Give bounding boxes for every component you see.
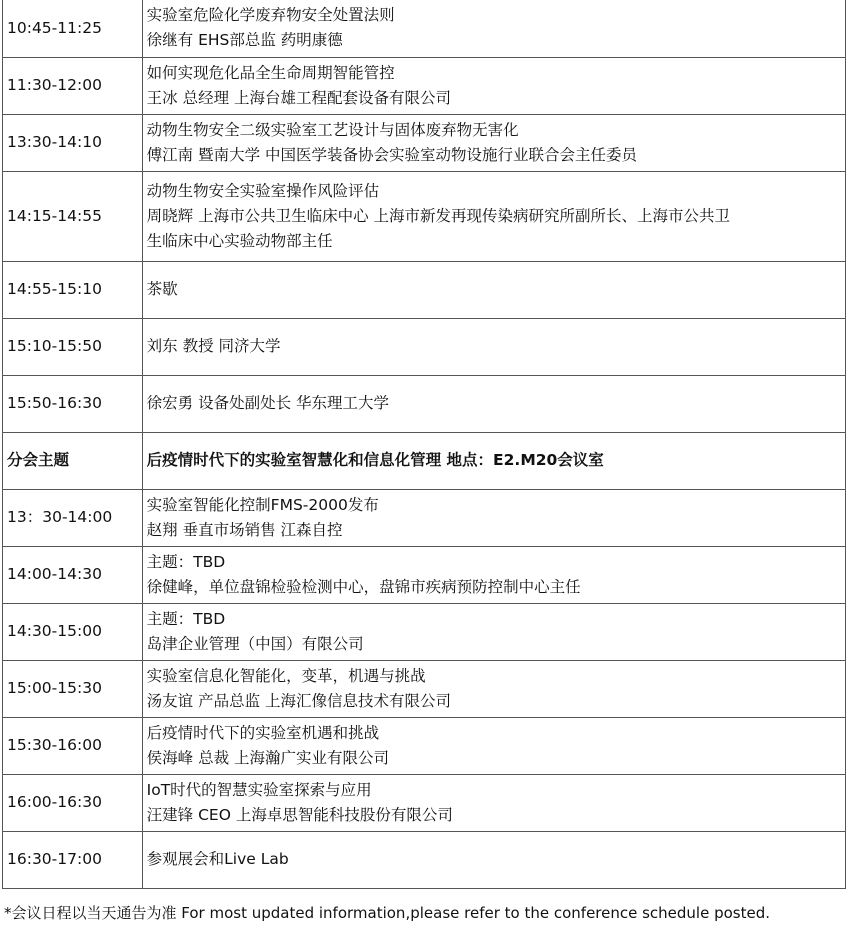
session-title: 参观展会和Live Lab [146,850,289,868]
schedule-row [3,603,846,660]
footnote: *会议日程以当天通告为准 For most updated information,please refer to the conference schedule posted. [4,904,771,922]
session-title: 实验室信息化智能化，变革，机遇与挑战 [146,666,426,685]
time-cell: 13:30-14:10 [3,114,143,171]
time-cell: 14:00-14:30 [3,546,143,603]
schedule-row [3,546,846,603]
time-cell: 14:15-14:55 [3,171,143,261]
speaker-line: 赵翔 垂直市场销售 江森自控 [146,520,343,539]
schedule-row [3,114,846,171]
content-cell [142,114,845,171]
content-cell [142,489,845,546]
time-cell: 分会主题 [3,432,143,489]
schedule-row [3,489,846,546]
content-cell [142,57,845,114]
time-cell: 16:30-17:00 [3,831,143,888]
speaker-line: 生临床中心实验动物部主任 [146,231,333,250]
session-title: 刘东 教授 同济大学 [146,337,281,355]
session-title: 实验室危险化学废弃物安全处置法则 [146,6,395,25]
session-header-row [3,432,846,489]
content-cell [142,774,845,831]
content-cell [142,318,845,375]
time-cell: 15:50-16:30 [3,375,143,432]
schedule-row [3,0,846,57]
time-cell: 15:30-16:00 [3,717,143,774]
speaker-line: 徐继有 EHS部总监 药明康德 [146,31,343,50]
time-cell: 10:45-11:25 [3,0,143,57]
content-cell [142,375,845,432]
content-cell [142,660,845,717]
schedule-row [3,318,846,375]
session-title: 如何实现危化品全生命周期智能管控 [146,63,395,82]
speaker-line: 汪建锋 CEO 上海卓思智能科技股份有限公司 [146,805,453,824]
schedule-row [3,774,846,831]
content-cell [142,546,845,603]
time-cell: 11:30-12:00 [3,57,143,114]
speaker-line: 汤友谊 产品总监 上海汇像信息技术有限公司 [146,691,452,710]
content-cell [142,261,845,318]
session-title: 后疫情时代下的实验室机遇和挑战 [146,723,380,742]
session-title: 茶歇 [146,280,178,298]
speaker-line: 侯海峰 总裁 上海瀚广实业有限公司 [146,748,390,767]
schedule-body [3,0,846,888]
session-title: 动物生物安全实验室操作风险评估 [146,181,380,200]
time-cell: 13：30-14:00 [3,489,143,546]
content-cell [142,432,845,489]
time-cell: 14:30-15:00 [3,603,143,660]
time-cell: 15:00-15:30 [3,660,143,717]
time-cell: 15:10-15:50 [3,318,143,375]
schedule-row [3,57,846,114]
schedule-row [3,831,846,888]
content-cell [142,831,845,888]
time-cell: 16:00-16:30 [3,774,143,831]
session-title: 主题：TBD [146,552,226,571]
content-cell [142,171,845,261]
speaker-line: 王冰 总经理 上海台雄工程配套设备有限公司 [146,88,452,107]
session-title: IoT时代的智慧实验室探索与应用 [146,780,372,799]
schedule-row [3,375,846,432]
content-cell [142,603,845,660]
schedule-row [3,171,846,261]
speaker-line: 周晓辉 上海市公共卫生临床中心 上海市新发再现传染病研究所副所长、上海市公共卫 [146,206,731,225]
session-title: 徐宏勇 设备处副处长 华东理工大学 [146,394,390,412]
schedule-row [3,660,846,717]
content-cell [142,717,845,774]
speaker-line: 岛津企业管理（中国）有限公司 [146,634,364,653]
session-title: 主题：TBD [146,609,226,628]
session-title: 后疫情时代下的实验室智慧化和信息化管理 地点：E2.M20会议室 [146,451,604,469]
time-cell: 14:55-15:10 [3,261,143,318]
session-title: 实验室智能化控制FMS-2000发布 [146,495,379,514]
schedule-row [3,717,846,774]
speaker-line: 傅江南 暨南大学 中国医学装备协会实验室动物设施行业联合会主任委员 [146,145,638,164]
speaker-line: 徐健峰，单位盘锦检验检测中心，盘锦市疾病预防控制中心主任 [146,577,581,596]
schedule-table [2,0,846,889]
content-cell [142,0,845,57]
schedule-row [3,261,846,318]
session-title: 动物生物安全二级实验室工艺设计与固体废弃物无害化 [146,120,519,139]
